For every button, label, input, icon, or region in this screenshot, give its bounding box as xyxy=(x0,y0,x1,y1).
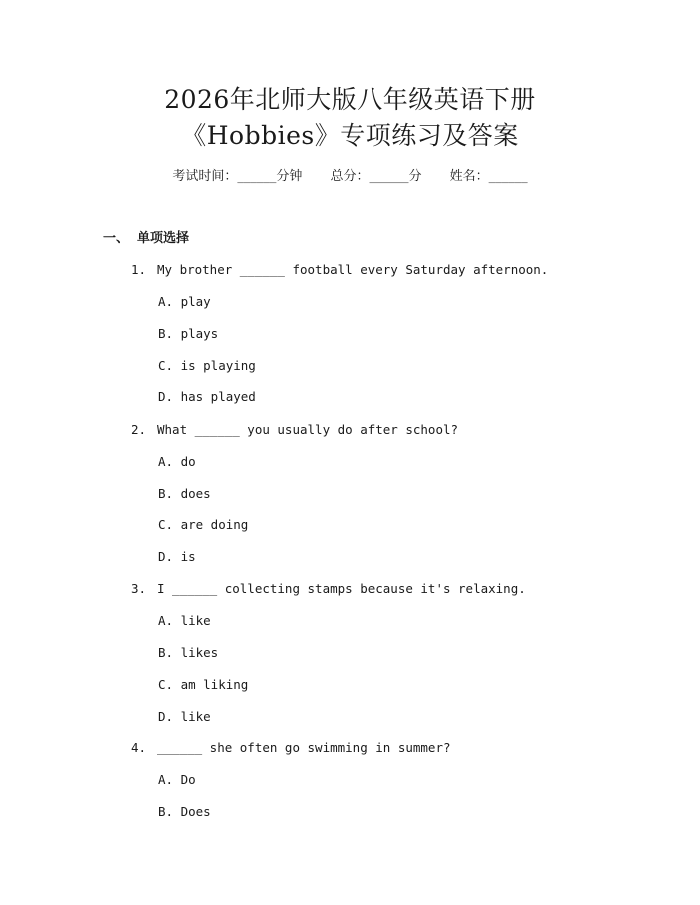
section-number: 一、 xyxy=(103,231,130,246)
question-text: I ______ collecting stamps because it's relaxing. xyxy=(157,581,526,596)
question-1-option-d: D. has played xyxy=(158,389,256,404)
question-text: ______ she often go swimming in summer? xyxy=(157,740,451,755)
section-title: 单项选择 xyxy=(137,231,190,246)
question-number: 2. xyxy=(131,422,147,437)
question-3-option-b: B. likes xyxy=(158,645,219,660)
section-heading xyxy=(103,230,189,248)
exam-time-field: 考试时间：______分钟 xyxy=(172,169,303,184)
question-text: What ______ you usually do after school? xyxy=(157,422,459,437)
question-2-option-c: C. are doing xyxy=(158,517,249,532)
question-3 xyxy=(131,580,526,598)
question-1-option-c: C. is playing xyxy=(158,358,256,373)
exam-name-field: 姓名：______ xyxy=(449,169,528,184)
question-text: My brother ______ football every Saturday afternoon. xyxy=(157,262,549,277)
exam-meta xyxy=(0,168,700,186)
question-2 xyxy=(131,421,458,439)
question-4 xyxy=(131,739,451,757)
question-1-option-a: A. play xyxy=(158,294,211,309)
question-3-option-a: A. like xyxy=(158,613,211,628)
question-number: 1. xyxy=(131,262,147,277)
document-title-line2: 《Hobbies》专项练习及答案 xyxy=(181,121,519,150)
question-4-option-b: B. Does xyxy=(158,804,211,819)
exam-score-field: 总分：______分 xyxy=(330,169,422,184)
question-3-option-d: D. like xyxy=(158,709,211,724)
question-2-option-b: B. does xyxy=(158,486,211,501)
question-number: 3. xyxy=(131,581,147,596)
question-1 xyxy=(131,261,548,279)
question-number: 4. xyxy=(131,740,147,755)
question-4-option-a: A. Do xyxy=(158,772,196,787)
question-2-option-d: D. is xyxy=(158,549,196,564)
question-2-option-a: A. do xyxy=(158,454,196,469)
document-title-line1: 2026年北师大版八年级英语下册 xyxy=(164,85,536,114)
question-1-option-b: B. plays xyxy=(158,326,219,341)
question-3-option-c: C. am liking xyxy=(158,677,249,692)
